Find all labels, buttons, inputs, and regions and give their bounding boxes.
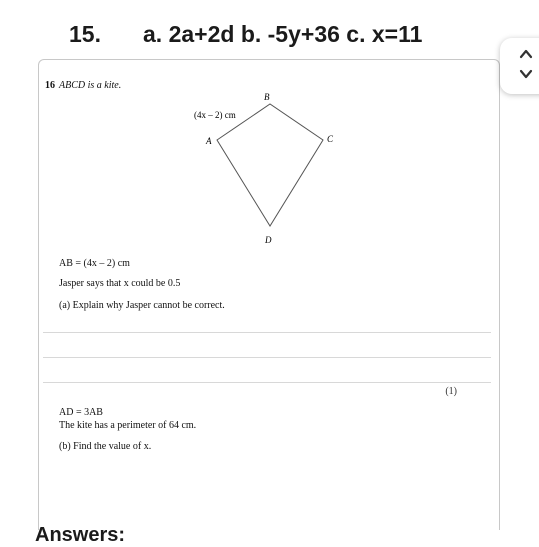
ad-equation: AD = 3AB — [59, 407, 103, 418]
side-ab-label: (4x – 2) cm — [194, 110, 236, 120]
part-a-prompt: (a) Explain why Jasper cannot be correct. — [59, 300, 225, 311]
vertex-label-a: A — [206, 136, 212, 146]
answer-line-1 — [43, 332, 491, 333]
jasper-statement: Jasper says that x could be 0.5 — [59, 278, 181, 289]
question-image-card — [38, 59, 500, 530]
vertex-label-c: C — [327, 134, 334, 144]
answers-heading: Answers: — [35, 524, 126, 546]
perimeter-statement: The kite has a perimeter of 64 cm. — [59, 420, 197, 431]
question-16-number: 16 — [45, 80, 55, 91]
answer-line-3 — [43, 382, 491, 383]
vertex-label-d: D — [265, 235, 272, 245]
question-intro: ABCD is a kite. — [59, 80, 122, 91]
part-b-prompt: (b) Find the value of x. — [59, 441, 152, 452]
question-number: 15. — [69, 21, 101, 47]
mark-allocation: (1) — [445, 386, 457, 397]
vertex-label-b: B — [264, 92, 270, 102]
scroll-navigation-control[interactable] — [500, 38, 539, 94]
ab-equation: AB = (4x – 2) cm — [59, 258, 130, 269]
chevron-down-icon[interactable] — [518, 66, 534, 82]
chevron-up-icon[interactable] — [518, 46, 534, 62]
kite-diagram — [39, 60, 499, 260]
kite-shape — [217, 104, 323, 226]
answer-line-2 — [43, 357, 491, 358]
answer-text: a. 2a+2d b. -5y+36 c. x=11 — [143, 21, 423, 47]
answer-header — [0, 18, 539, 58]
